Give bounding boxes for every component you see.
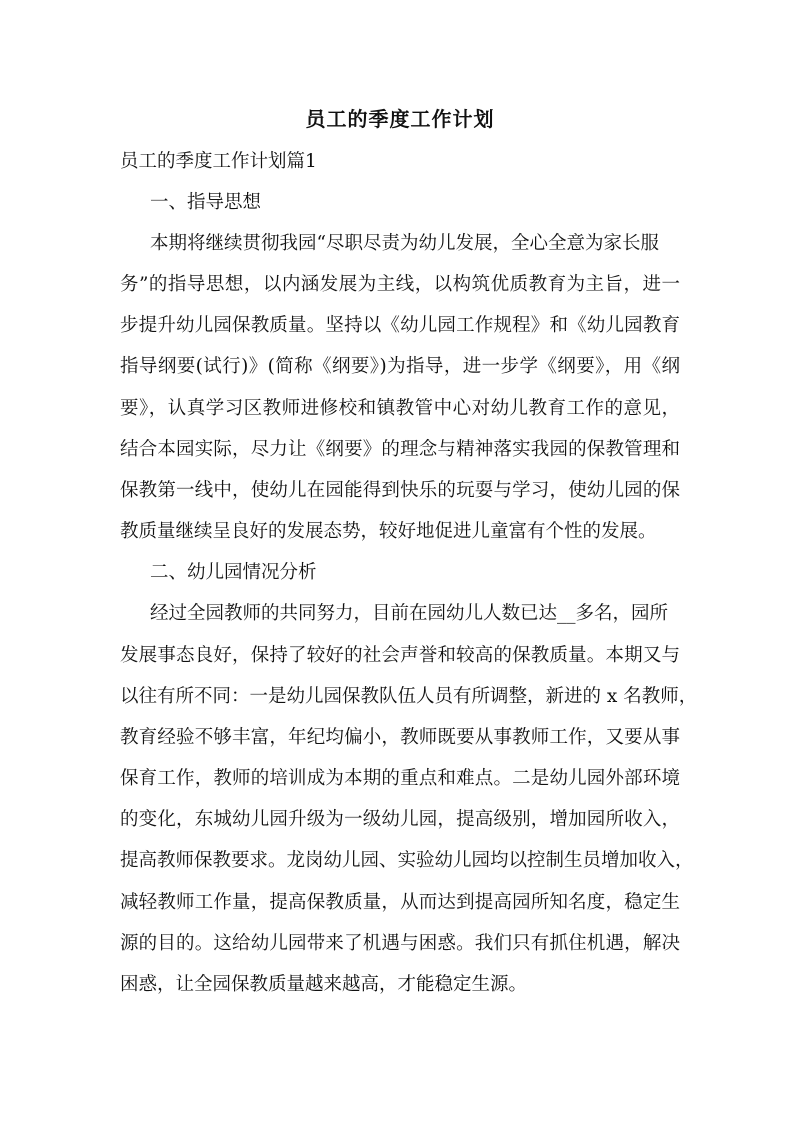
paragraph-line: 保育工作，教师的培训成为本期的重点和难点。二是幼儿园外部环境 <box>120 768 680 789</box>
paragraph-line: 困惑，让全园保教质量越来越高，才能稳定生源。 <box>120 974 528 995</box>
paragraph-line: 指导纲要(试行)》(简称《纲要》)为指导，进一步学《纲要》，用《纲 <box>120 356 680 377</box>
paragraph-line: 结合本园实际，尽力让《纲要》的理念与精神落实我园的保教管理和 <box>120 439 680 460</box>
section-heading-guiding-thought: 一、指导思想 <box>150 192 262 213</box>
section-heading-situation-analysis: 二、幼儿园情况分析 <box>150 562 317 583</box>
paragraph-line: 的变化，东城幼儿园升级为一级幼儿园，提高级别，增加园所收入， <box>120 809 680 830</box>
paragraph-line: 要》，认真学习区教师进修校和镇教管中心对幼儿教育工作的意见， <box>120 398 680 419</box>
paragraph-line: 提高教师保教要求。龙岗幼儿园、实验幼儿园均以控制生员增加收入， <box>120 850 694 871</box>
paragraph-line: 源的目的。这给幼儿园带来了机遇与困惑。我们只有抓住机遇，解决 <box>120 933 680 954</box>
document-title: 员工的季度工作计划 <box>305 107 495 131</box>
paragraph-line: 减轻教师工作量，提高保教质量，从而达到提高园所知名度，稳定生 <box>120 892 680 913</box>
paragraph-line: 步提升幼儿园保教质量。坚持以《幼儿园工作规程》和《幼儿园教育 <box>120 315 680 336</box>
paragraph-line: 发展事态良好，保持了较好的社会声誉和较高的保教质量。本期又与 <box>120 645 680 666</box>
paragraph-line: 以往有所不同：一是幼儿园保教队伍人员有所调整，新进的 x 名教师， <box>120 686 698 707</box>
paragraph-line: 保教第一线中，使幼儿在园能得到快乐的玩耍与学习，使幼儿园的保 <box>120 480 680 501</box>
paragraph-line: 经过全园教师的共同努力，目前在园幼儿人数已达__多名，园所 <box>150 603 669 624</box>
paragraph-line: 务”的指导思想，以内涵发展为主线，以构筑优质教育为主旨，进一 <box>120 274 680 295</box>
document-subtitle: 员工的季度工作计划篇1 <box>120 151 317 172</box>
paragraph-line: 教育经验不够丰富，年纪均偏小，教师既要从事教师工作，又要从事 <box>120 727 680 748</box>
paragraph-line: 教质量继续呈良好的发展态势，较好地促进儿童富有个性的发展。 <box>120 521 657 542</box>
paragraph-line: 本期将继续贯彻我园“尽职尽责为幼儿发展，全心全意为家长服 <box>150 233 659 254</box>
